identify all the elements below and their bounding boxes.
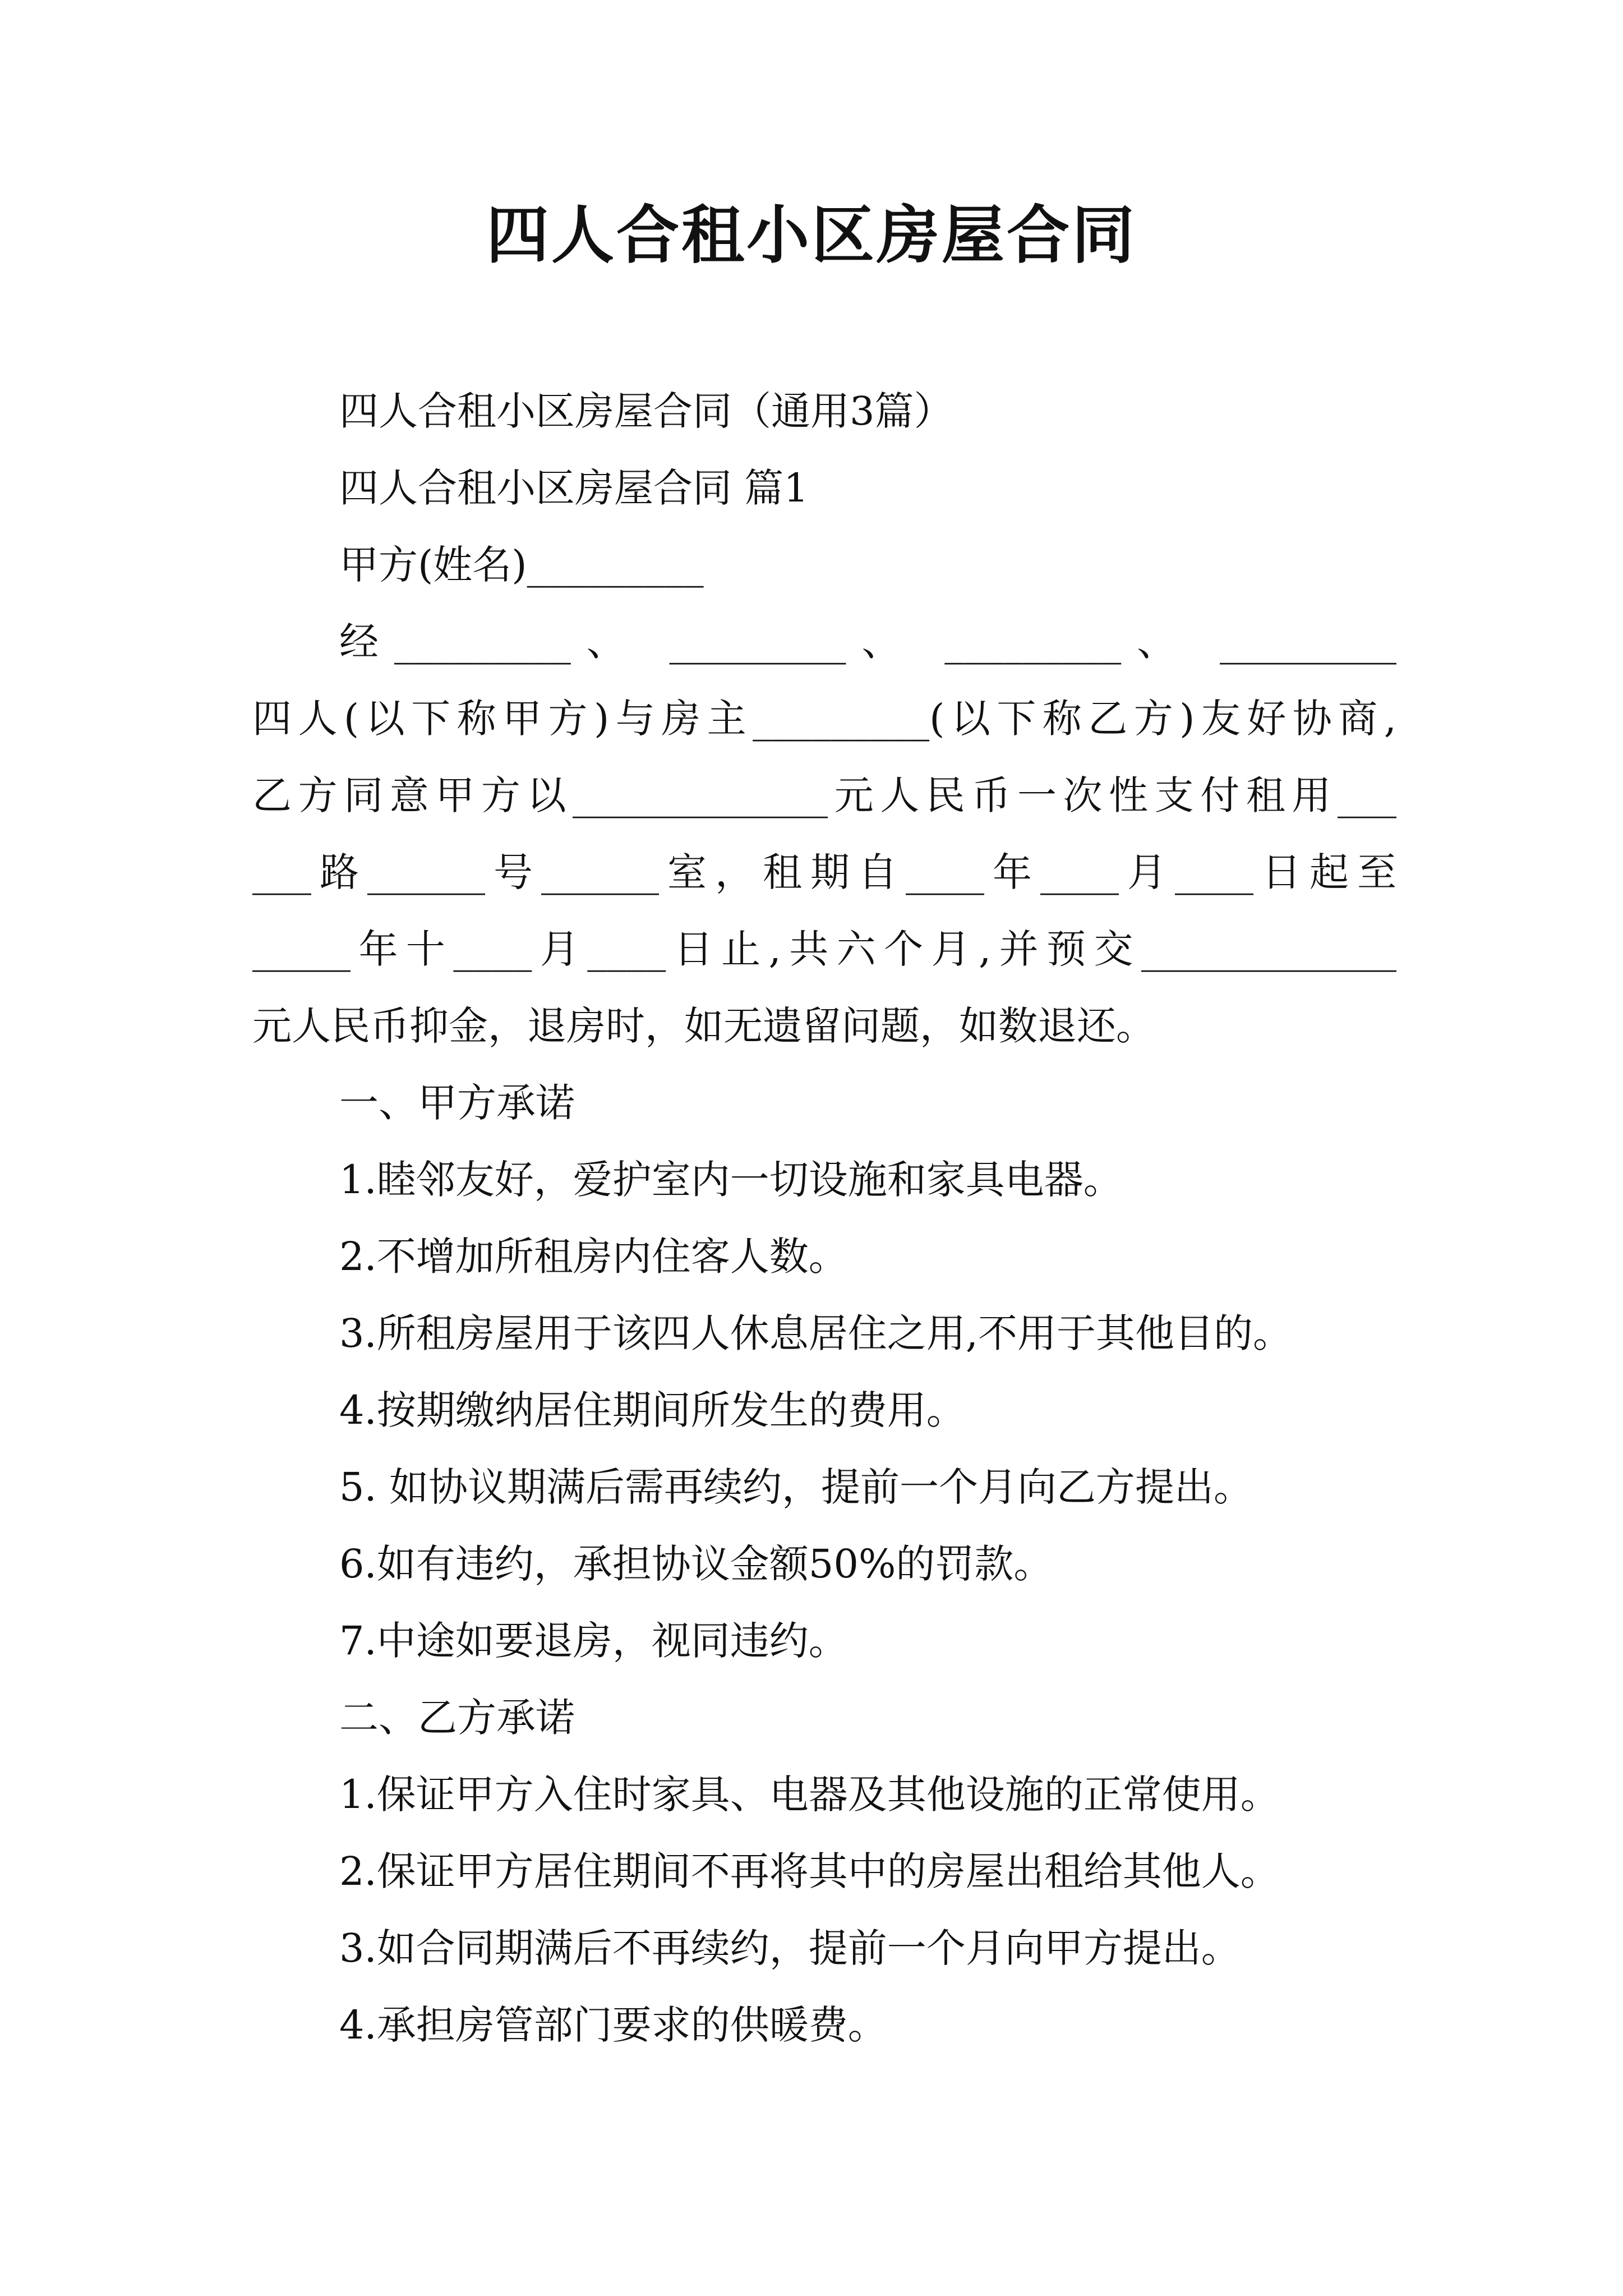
list-item: 7.中途如要退房，视同违约。 — [339, 1618, 848, 1664]
list-item: 2.保证甲方居住期间不再将其中的房屋出租给其他人。 — [339, 1848, 1280, 1894]
document-subtitle: 四人合租小区房屋合同（通用3篇） — [339, 388, 953, 434]
paragraph-line: 乙方同意甲方以_____________元人民币一次性支付租用___ — [252, 772, 1396, 818]
list-item: 5. 如协议期满后需再续约，提前一个月向乙方提出。 — [339, 1464, 1253, 1510]
section-heading-part-1: 四人合租小区房屋合同 篇1 — [339, 465, 809, 511]
document-body — [252, 373, 1396, 2064]
list-item: 3.所租房屋用于该四人休息居住之用,不用于其他目的。 — [339, 1310, 1293, 1356]
party-a-name-line: 甲方(姓名)_________ — [339, 542, 704, 588]
section-heading-party-a: 一、甲方承诺 — [339, 1080, 575, 1126]
list-item: 1.睦邻友好，爱护室内一切设施和家具电器。 — [339, 1157, 1123, 1203]
paragraph-line: ___路______号______室，租期自____年____月____日起至 — [252, 849, 1396, 895]
paragraph-line: 四人(以下称甲方)与房主_________(以下称乙方)友好协商, — [252, 696, 1396, 742]
list-item: 3.如合同期满后不再续约，提前一个月向甲方提出。 — [339, 1925, 1241, 1971]
paragraph-line: 经_________、 _________、 _________、 _________ — [339, 619, 1396, 665]
list-item: 4.承担房管部门要求的供暖费。 — [339, 2002, 887, 2048]
section-heading-party-b: 二、乙方承诺 — [339, 1695, 575, 1741]
paragraph-line: 元人民币抑金，退房时，如无遗留问题，如数退还。 — [252, 1003, 1155, 1049]
list-item: 6.如有违约，承担协议金额50%的罚款。 — [339, 1541, 1053, 1587]
list-item: 1.保证甲方入住时家具、电器及其他设施的正常使用。 — [339, 1772, 1280, 1818]
list-item: 4.按期缴纳居住期间所发生的费用。 — [339, 1387, 966, 1433]
list-item: 2.不增加所租房内住客人数。 — [339, 1234, 848, 1280]
paragraph-line: _____年十____月____日止,共六个月,并预交_____________ — [252, 926, 1396, 972]
document-title: 四人合租小区房屋合同 — [486, 199, 1137, 272]
